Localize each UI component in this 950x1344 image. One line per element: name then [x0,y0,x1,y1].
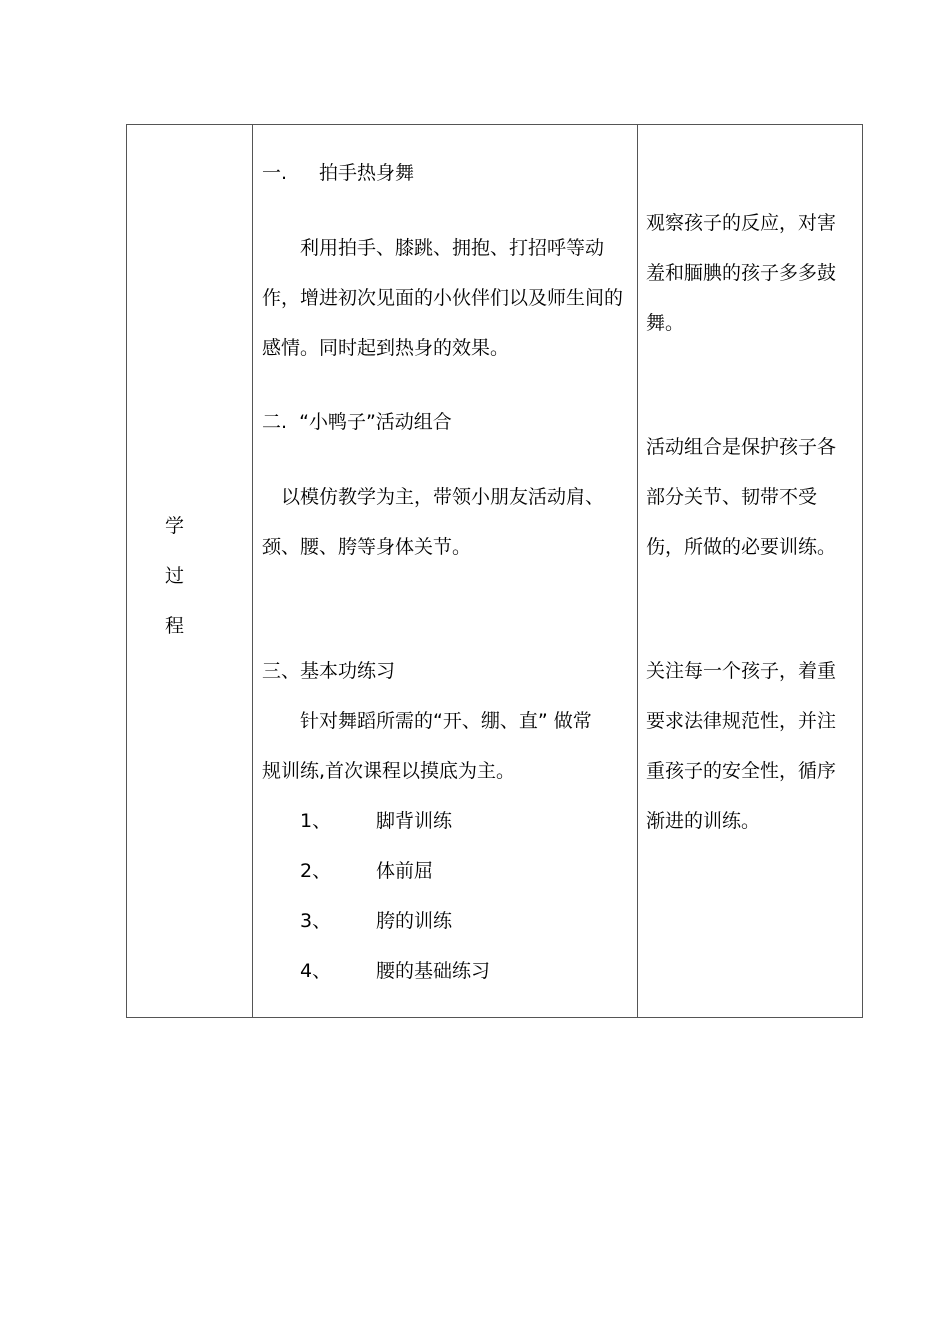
note-2-line-2: 部分关节、韧带不受 [646,486,818,508]
note-3-line-1: 关注每一个孩子，着重 [646,660,837,682]
section-1-line-1: 利用拍手、膝跳、拥抱、打招呼等动 [300,237,605,259]
section-label-char-3: 程 [165,615,185,637]
note-3-line-3: 重孩子的安全性，循序 [646,760,837,782]
section-3-line-1: 针对舞蹈所需的“开、绷、直” 做常 [300,710,592,732]
section-1-heading: 拍手热身舞 [319,162,415,184]
note-2-line-3: 伤，所做的必要训练。 [646,536,837,558]
section-2-line-1: 以模仿教学为主，带领小朋友活动肩、 [281,486,605,508]
note-1-line-1: 观察孩子的反应，对害 [646,212,837,234]
section-1-line-3: 感情。同时起到热身的效果。 [262,337,510,359]
list-item-text: 胯的训练 [376,910,453,932]
list-item-text: 腰的基础练习 [376,960,491,982]
section-label-char-2: 过 [165,565,185,587]
section-1-number: 一. [262,162,288,184]
section-2-heading: 二. “小鸭子”活动组合 [262,411,452,433]
section-3-line-2: 规训练,首次课程以摸底为主。 [262,760,516,782]
column-divider-2 [637,125,638,1017]
section-1-line-2: 作，增进初次见面的小伙伴们以及师生间的 [262,287,624,309]
list-item-text: 脚背训练 [376,810,453,832]
list-item-number: 1、 [300,810,332,832]
list-item-number: 3、 [300,910,332,932]
list-item-number: 4、 [300,960,332,982]
note-1-line-3: 舞。 [646,312,685,334]
section-2-line-2: 颈、腰、胯等身体关节。 [262,536,472,558]
note-1-line-2: 羞和腼腆的孩子多多鼓 [646,262,837,284]
note-3-line-4: 渐进的训练。 [646,810,761,832]
list-item-number: 2、 [300,860,332,882]
section-label-char-1: 学 [165,515,185,537]
note-3-line-2: 要求法律规范性，并注 [646,710,837,732]
section-3-heading: 三、基本功练习 [262,660,396,682]
column-divider-1 [252,125,253,1017]
lesson-table [126,124,863,1018]
note-2-line-1: 活动组合是保护孩子各 [646,436,837,458]
list-item-text: 体前屈 [376,860,434,882]
